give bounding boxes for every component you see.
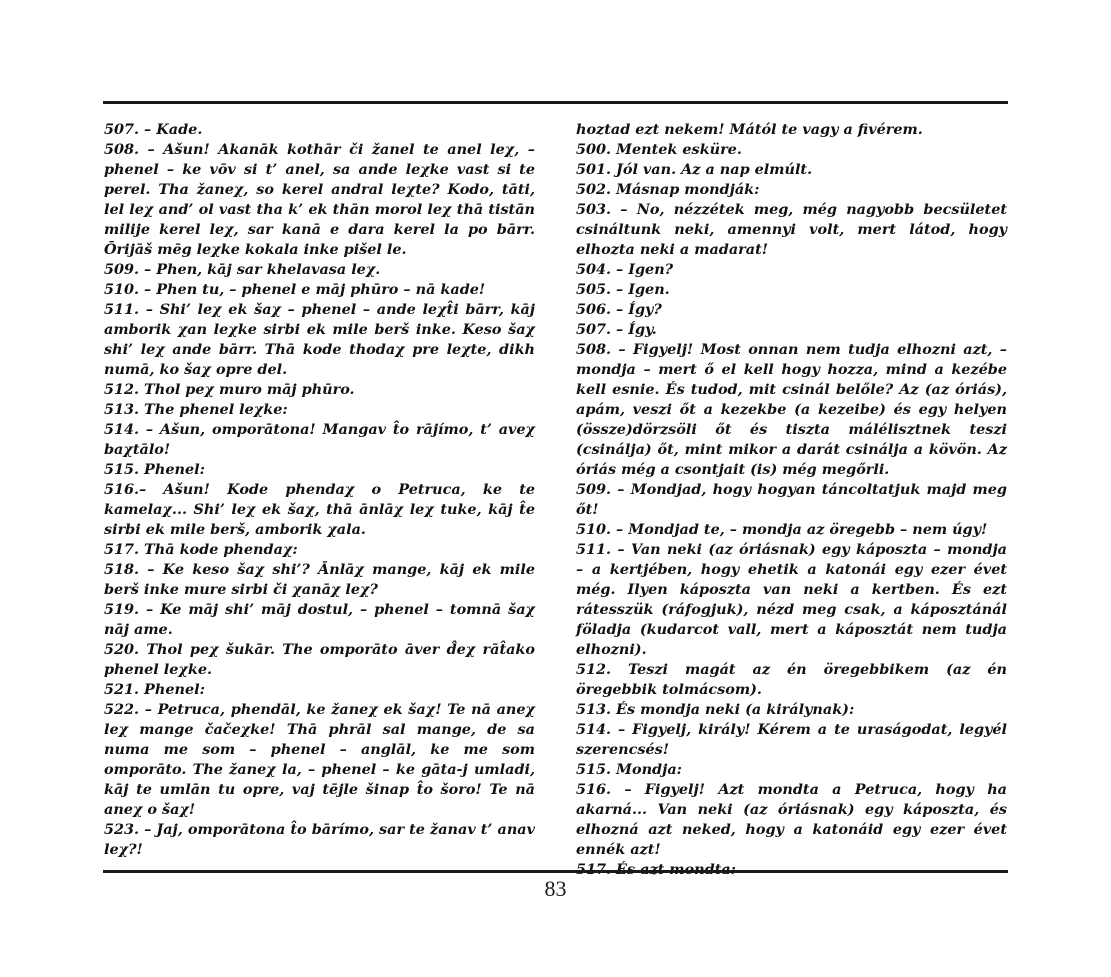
paragraph: 508. – Ašun! Akanāk kothār či žanel te anel leχ, – phenel – ke vōv si t’ anel, sa ande leχke vast si te perel. Tha žaneχ, so kerel andral leχte? Kodo, tāti, lel leχ and’ ol vast tha k’ ek thān morol leχ thā tistān milije kerel leχ, sar kanā e dara kerel la po bārr. Ōrijāš mēg leχke kokala inke pišel le. bbox=[104, 141, 535, 258]
paragraph: 507. – Így. bbox=[576, 321, 657, 338]
paragraph: 510. – Mondjad te, – mondja az öregebb – nem úgy! bbox=[576, 521, 988, 538]
paragraph: 510. – Phen tu, – phenel e māj phūro – nā kade! bbox=[104, 281, 486, 298]
paragraph: 511. – Shi’ leχ ek šaχ – phenel – ande leχt̂i bārr, kāj amborik χan leχke sirbi ek mile berš inke. Keso šaχ shi’ leχ ande bārr. Thā kode thodaχ pre leχte, dikh numā, ko šaχ opre del. bbox=[104, 301, 535, 378]
paragraph: 509. – Mondjad, hogy hogyan táncoltatjuk majd meg őt! bbox=[576, 481, 1007, 518]
paragraph: 501. Jól van. Az a nap elmúlt. bbox=[576, 161, 813, 178]
paragraph: 514. – Figyelj, király! Kérem a te uraságodat, legyél szerencsés! bbox=[576, 721, 1007, 758]
page-number: 83 bbox=[544, 876, 567, 901]
paragraph: 512. Teszi magát az én öregebbikem (az én öregebbik tolmácsom). bbox=[576, 661, 1007, 698]
paragraph: 500. Mentek esküre. bbox=[576, 141, 742, 158]
paragraph: 517. Thā kode phendaχ: bbox=[104, 541, 298, 558]
paragraph: 515. Mondja: bbox=[576, 761, 682, 778]
paragraph: hoztad ezt nekem! Mától te vagy a fivérem. bbox=[576, 121, 923, 138]
paragraph: 512. Thol peχ muro māj phūro. bbox=[104, 381, 355, 398]
paragraph: 522. – Petruca, phendāl, ke žaneχ ek šaχ! Te nā aneχ leχ mange čačeχke! Thā phrāl sal mange, de sa numa me som – phenel – anglāl, ke me som omporāto. The žaneχ la, – phenel – ke gāta-j umladi, kāj te umlān tu opre, vaj tējle šinap t̂o šoro! Te nā aneχ o šaχ! bbox=[104, 701, 535, 818]
paragraph: 507. – Kade. bbox=[104, 121, 203, 138]
paragraph: 519. – Ke māj shi’ māj dostul, – phenel – tomnā šaχ nāj ame. bbox=[104, 601, 535, 638]
paragraph: 513. És mondja neki (a királynak): bbox=[576, 701, 855, 718]
paragraph: 516.– Ašun! Kode phendaχ o Petruca, ke te kamelaχ... Shi’ leχ ek šaχ, thā ānlāχ leχ tuke, kāj t̂e sirbi ek mile berš, amborik χala. bbox=[104, 481, 535, 538]
paragraph: 502. Másnap mondják: bbox=[576, 181, 760, 198]
left-column bbox=[104, 120, 535, 860]
paragraph: 505. – Igen. bbox=[576, 281, 670, 298]
paragraph: 523. – Jaj, omporātona t̂o bārímo, sar te žanav t’ anav leχ?! bbox=[104, 821, 535, 858]
paragraph: 511. – Van neki (az óriásnak) egy káposzta – mondja – a kertjében, hogy ehetik a katonái egy ezer évet még. Ilyen káposzta van neki a kertben. És ezt rátesszük (ráfogjuk), nézd meg csak, a káposztánál föladja (kudarcot vall, mert a káposztát nem tudja elhozni). bbox=[576, 541, 1007, 658]
paragraph: 509. – Phen, kāj sar khelavasa leχ. bbox=[104, 261, 381, 278]
bottom-rule bbox=[103, 870, 1008, 873]
paragraph: 503. – No, nézzétek meg, még nagyobb becsületet csináltunk neki, amennyi volt, mert látod, hogy elhozta neki a madarat! bbox=[576, 201, 1007, 258]
paragraph: 508. – Figyelj! Most onnan nem tudja elhozni azt, – mondja – mert ő el kell hogy hozza, mind a kezébe kell esnie. És tudod, mit csinál belőle? Az (az óriás), apám, veszi őt a kezekbe (a kezeibe) és egy helyen (össze)dörzsöli őt és tiszta málélisztnek teszi (csinálja) őt, mint mikor a darát csinálja a kövön. Az óriás még a csontjait (is) még megőrli. bbox=[576, 341, 1007, 478]
paragraph: 514. – Ašun, omporātona! Mangav t̂o rājímo, t’ aveχ baχtālo! bbox=[104, 421, 535, 458]
paragraph: 515. Phenel: bbox=[104, 461, 205, 478]
top-rule bbox=[103, 101, 1008, 104]
paragraph: 518. – Ke keso šaχ shi’? Ānlāχ mange, kāj ek mile berš inke mure sirbi či χanāχ leχ? bbox=[104, 561, 535, 598]
paragraph: 504. – Igen? bbox=[576, 261, 674, 278]
paragraph: 516. – Figyelj! Azt mondta a Petruca, hogy ha akarná... Van neki (az óriásnak) egy káposzta, és elhozná azt neked, hogy a katonáid egy ezer évet ennék azt! bbox=[576, 781, 1007, 858]
paragraph: 506. – Így? bbox=[576, 301, 662, 318]
paragraph: 521. Phenel: bbox=[104, 681, 205, 698]
paragraph: 520. Thol peχ šukār. The omporāto āver d̂eχ rāt̂ako phenel leχke. bbox=[104, 641, 535, 678]
right-column bbox=[576, 120, 1007, 880]
paragraph: 513. The phenel leχke: bbox=[104, 401, 288, 418]
